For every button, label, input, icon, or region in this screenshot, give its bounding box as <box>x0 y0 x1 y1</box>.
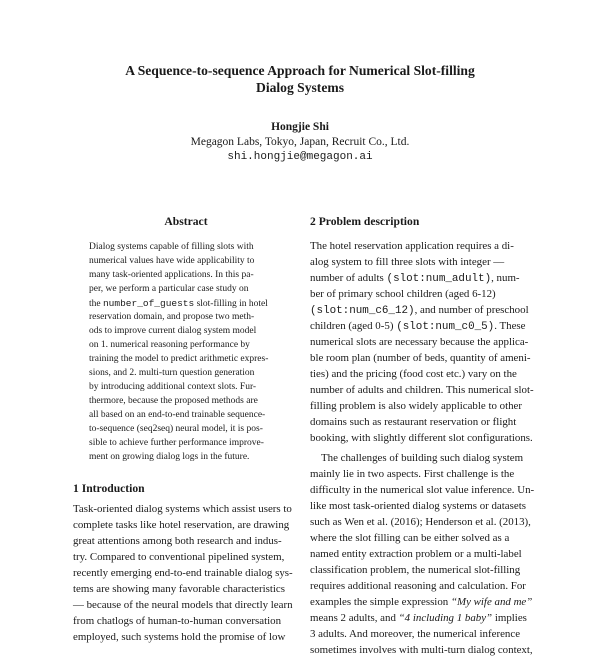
body-line: numerical slots are necessary because the applica- <box>310 336 529 348</box>
body-line: classification problem, the numerical slot-filling <box>310 564 521 576</box>
abstract-line: thermore, because the proposed methods are <box>89 396 258 406</box>
body-line: The hotel reservation application requires a di- <box>310 240 514 252</box>
abstract-line: all based on an end-to-end trainable sequence- <box>89 410 266 420</box>
body-line: tems are showing many favorable characteristics <box>73 583 285 595</box>
abstract-line: training the model to predict arithmetic expres- <box>89 354 269 364</box>
slot-name: (slot:num_c0_5) <box>396 321 495 333</box>
author-name: Hongjie Shi <box>271 121 329 133</box>
body-line: such as Wen et al. (2016); Henderson et al. (2013), <box>310 516 531 528</box>
slot-name: (slot:num_adult) <box>386 273 492 285</box>
quoted-example: “My wife and me” <box>450 596 533 608</box>
abstract-line: Dialog systems capable of filling slots with <box>89 242 254 252</box>
body-line: employed, such systems hold the promise of low <box>73 631 286 643</box>
slot-name: (slot:num_c6_12) <box>310 305 415 317</box>
abstract-line: ment on growing dialog logs in the future. <box>89 452 250 462</box>
body-line: number of adults (slot:num_adult), num- <box>310 272 520 285</box>
abstract-line: ods to improve current dialog system model <box>89 326 257 336</box>
body-line: try. Compared to conventional pipelined system, <box>73 551 285 563</box>
body-line: where the slot filling can be either solved as a <box>310 532 510 544</box>
body-line: children (aged 0-5) (slot:num_c0_5). These <box>310 320 526 333</box>
abstract-line: numerical values have wide applicability to <box>89 256 255 266</box>
abstract-line: per, we perform a particular case study on <box>89 284 249 294</box>
abstract-line: sions, and 2. multi-turn question generation <box>89 368 255 378</box>
body-line: mainly lie in two aspects. First challenge is the <box>310 468 515 480</box>
title-line: A Sequence-to-sequence Approach for Numerical Slot-filling <box>125 63 475 78</box>
body-line: means 2 adults, and “4 including 1 baby” implies <box>310 612 527 624</box>
abstract-line: to-sequence (seq2seq) neural model, it is pos- <box>89 424 263 434</box>
abstract-line: the number_of_guests slot-filling in hotel <box>89 298 268 309</box>
body-line: 3 adults. And moreover, the numerical inference <box>310 628 521 640</box>
problem-heading: 2 Problem description <box>310 215 420 228</box>
body-line: alog system to fill three slots with integer — <box>310 256 505 268</box>
abstract-heading: Abstract <box>164 215 208 228</box>
body-line: recently emerging end-to-end trainable dialog sys- <box>73 567 293 579</box>
body-line: filling problem is also widely applicable to other <box>310 400 523 412</box>
abstract-line: many task-oriented applications. In this pa- <box>89 270 254 280</box>
abstract-line: by introducing additional context slots. Fur- <box>89 382 257 392</box>
body-line: named entity extraction problem or a multi-label <box>310 548 522 560</box>
body-line: difficulty in the numerical slot value inference. Un- <box>310 484 535 496</box>
body-line: ties) and the pricing (food cost etc.) vary on the <box>310 368 517 380</box>
body-line: number of adults and children. This numerical slot- <box>310 384 534 396</box>
quoted-example: “4 including 1 baby” <box>398 612 493 624</box>
body-line: The challenges of building such dialog system <box>321 452 524 464</box>
body-line: complete tasks like hotel reservation, are drawing <box>73 519 290 531</box>
slot-name: number_of_guests <box>102 298 195 309</box>
author-affiliation: Megagon Labs, Tokyo, Japan, Recruit Co., Ltd. <box>190 136 410 148</box>
body-line: booking, with slightly different slot configurations. <box>310 432 533 444</box>
body-line: domains such as restaurant reservation or flight <box>310 416 517 428</box>
body-line: ble room plan (number of beds, quantity of ameni- <box>310 352 531 364</box>
title-line: Dialog Systems <box>256 80 344 95</box>
body-line: great attentions among both research and indus- <box>73 535 282 547</box>
body-line: Task-oriented dialog systems which assist users to <box>73 503 292 515</box>
body-line: — because of the neural models that directly learn <box>73 599 293 611</box>
abstract-line: reservation domain, and propose two meth- <box>89 312 255 322</box>
paper-title <box>60 62 540 96</box>
abstract-line: on 1. numerical reasoning performance by <box>89 340 250 350</box>
body-line: sometimes involves with multi-turn dialog context, <box>310 644 533 656</box>
body-line: ber of primary school children (aged 6-12) <box>310 288 496 300</box>
intro-heading: 1 Introduction <box>73 482 145 495</box>
abstract-line: sible to achieve further performance improve- <box>89 438 264 448</box>
body-line: (slot:num_c6_12), and number of preschool <box>310 304 529 317</box>
body-line: from chatlogs of human-to-human conversation <box>73 615 282 627</box>
body-line: examples the simple expression “My wife and me” <box>310 596 533 608</box>
body-line: like most task-oriented dialog systems or datasets <box>310 500 526 512</box>
author-email: shi.hongjie@megagon.ai <box>227 151 373 163</box>
body-line: requires additional reasoning and calculation. For <box>310 580 526 592</box>
